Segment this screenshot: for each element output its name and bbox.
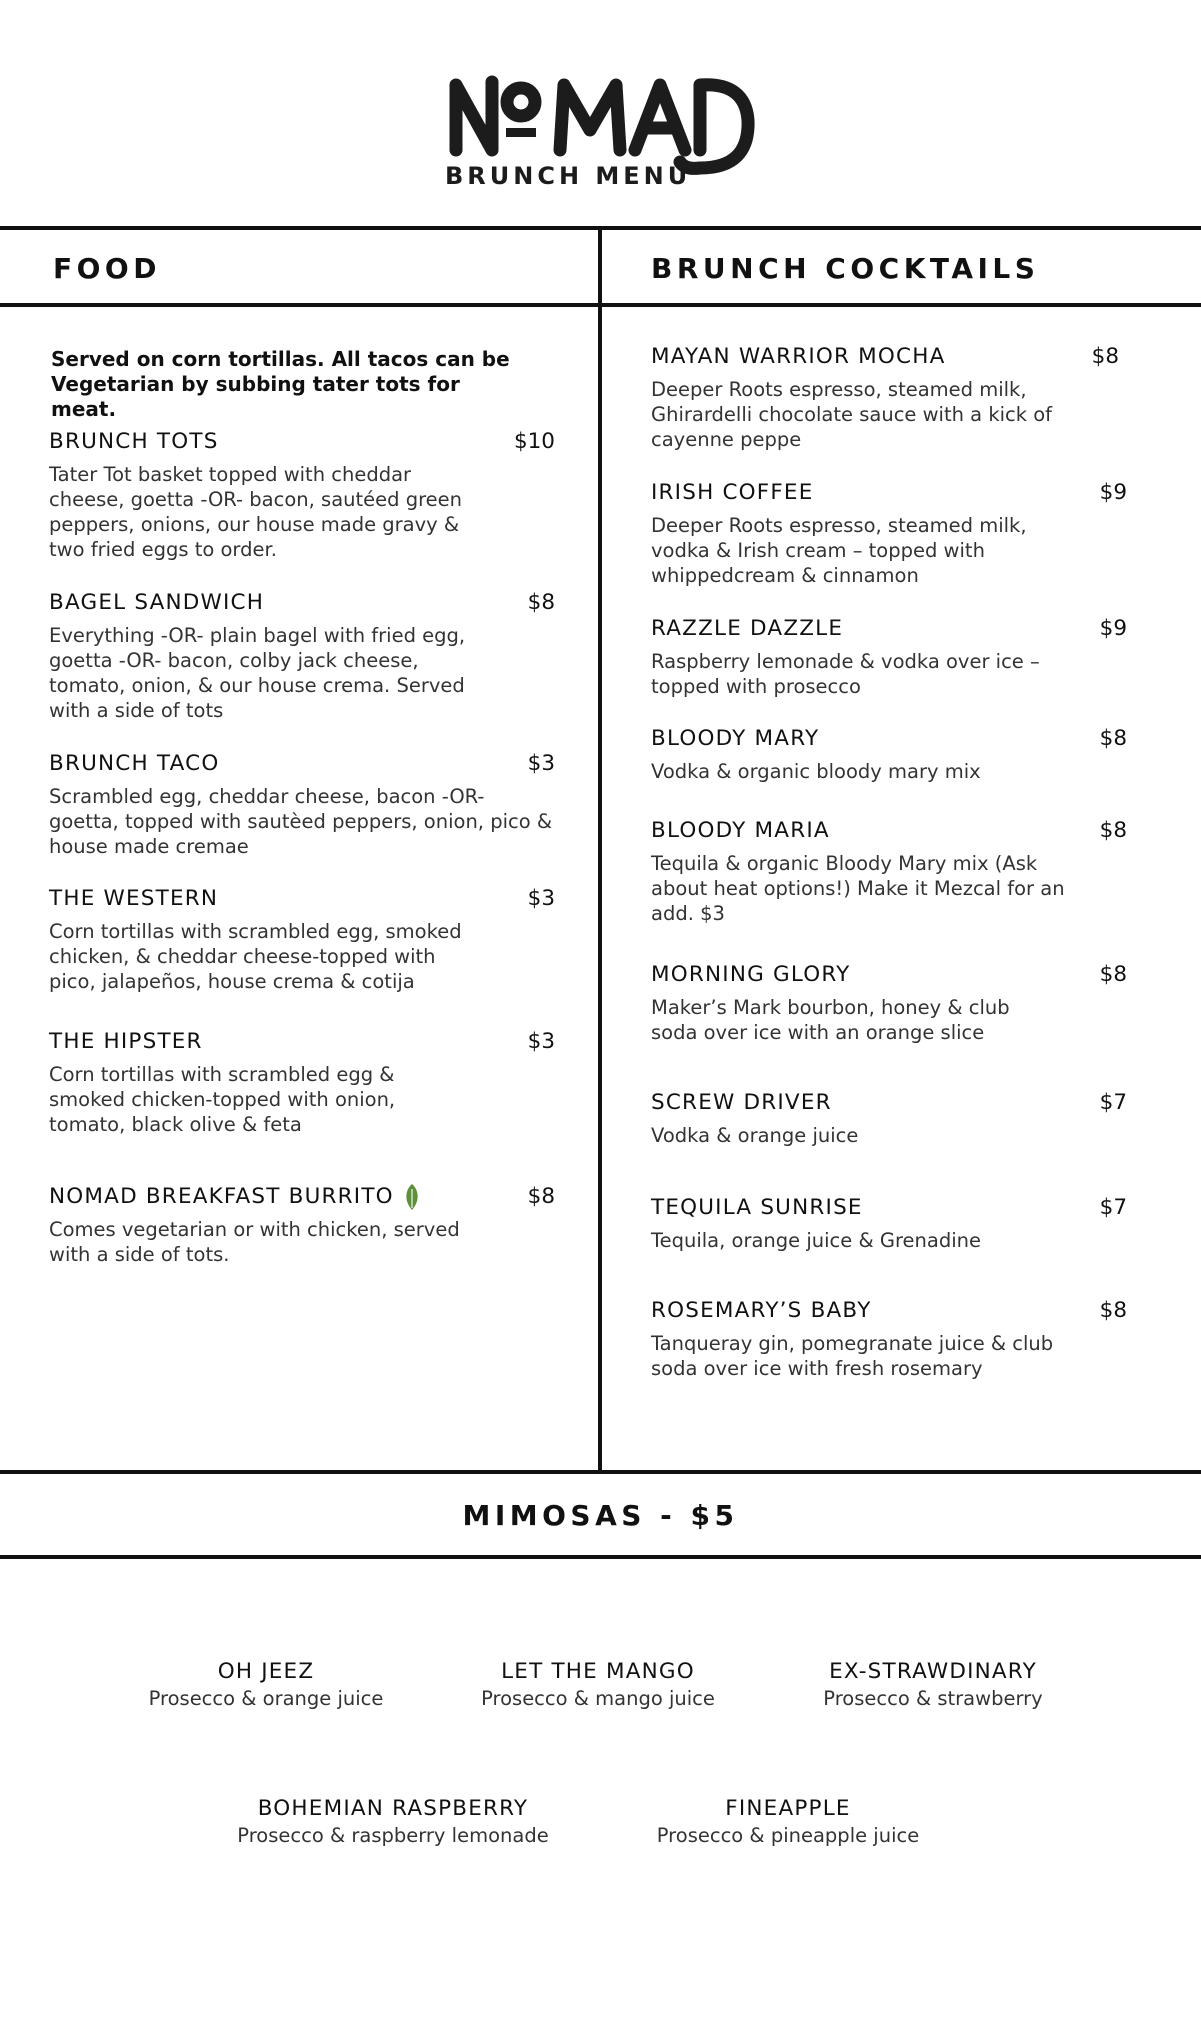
mimosa-description: Prosecco & pineapple juice bbox=[656, 1824, 920, 1847]
item-description: Corn tortillas with scrambled egg & smoked chicken-topped with onion, tomato, black olive & feta bbox=[49, 1063, 396, 1136]
item-price: $3 bbox=[527, 1029, 555, 1054]
menu-item bbox=[651, 343, 1121, 452]
item-name: BLOODY MARY bbox=[651, 726, 820, 751]
item-description: Comes vegetarian or with chicken, served with a side of tots. bbox=[49, 1218, 460, 1266]
mimosa-item bbox=[428, 1658, 768, 1712]
item-description: Tequila & organic Bloody Mary mix (Ask about heat options!) Make it Mezcal for an add. $3 bbox=[651, 852, 1065, 925]
mimosa-item bbox=[763, 1658, 1103, 1712]
item-description: Raspberry lemonade & vodka over ice – topped with prosecco bbox=[651, 650, 1040, 698]
item-name: MORNING GLORY bbox=[651, 962, 851, 987]
item-name: THE WESTERN bbox=[49, 886, 219, 911]
cocktails-section-title: BRUNCH COCKTAILS bbox=[651, 252, 1040, 285]
item-name: BRUNCH TOTS bbox=[49, 429, 219, 454]
menu-item bbox=[651, 1194, 1127, 1253]
mimosa-bottom-divider bbox=[0, 1555, 1201, 1559]
menu-item bbox=[49, 428, 555, 562]
item-price: $8 bbox=[1099, 962, 1127, 987]
item-description: Everything -OR- plain bagel with fried egg, goetta -OR- bacon, colby jack cheese, tomato, onion, & our house crema. Served with a side of tots bbox=[49, 624, 466, 722]
item-description: Tanqueray gin, pomegranate juice & club soda over ice with fresh rosemary bbox=[651, 1332, 1054, 1380]
item-description: Deeper Roots espresso, steamed milk, vodka & Irish cream – topped with whippedcream & cinnamon bbox=[651, 514, 1027, 587]
item-name: NOMAD BREAKFAST BURRITO bbox=[49, 1184, 394, 1209]
mimosa-top-divider bbox=[0, 1470, 1201, 1474]
item-description: Corn tortillas with scrambled egg, smoked chicken, & cheddar cheese-topped with pico, jalapeños, house crema & cotija bbox=[49, 920, 462, 993]
item-name: BAGEL SANDWICH bbox=[49, 590, 265, 615]
brunch-menu-subtitle: BRUNCH MENU bbox=[445, 162, 692, 190]
item-price: $8 bbox=[1099, 1298, 1127, 1323]
mimosa-name: EX-STRAWDINARY bbox=[829, 1659, 1037, 1684]
item-name: IRISH COFFEE bbox=[651, 480, 814, 505]
item-name: BLOODY MARIA bbox=[651, 818, 830, 843]
menu-item bbox=[651, 1089, 1127, 1148]
item-price: $8 bbox=[1099, 726, 1127, 751]
item-name: TEQUILA SUNRISE bbox=[651, 1195, 863, 1220]
item-name: RAZZLE DAZZLE bbox=[651, 616, 844, 641]
menu-item bbox=[651, 479, 1127, 588]
item-name: BRUNCH TACO bbox=[49, 751, 220, 776]
item-price: $3 bbox=[527, 751, 555, 776]
mimosa-name: OH JEEZ bbox=[217, 1659, 315, 1684]
item-name-wrap bbox=[49, 1183, 420, 1211]
item-description: Tequila, orange juice & Grenadine bbox=[651, 1229, 982, 1252]
item-price: $7 bbox=[1099, 1195, 1127, 1220]
menu-item bbox=[49, 750, 555, 859]
menu-item bbox=[49, 885, 555, 994]
item-price: $8 bbox=[1091, 344, 1119, 369]
mimosa-name: BOHEMIAN RASPBERRY bbox=[257, 1796, 529, 1821]
item-description: Vodka & organic bloody mary mix bbox=[651, 760, 981, 783]
mimosa-description: Prosecco & raspberry lemonade bbox=[237, 1824, 549, 1847]
menu-item bbox=[651, 1297, 1127, 1381]
food-section-title: FOOD bbox=[53, 252, 161, 285]
item-price: $8 bbox=[1099, 818, 1127, 843]
menu-item bbox=[49, 589, 555, 723]
item-name: THE HIPSTER bbox=[49, 1029, 203, 1054]
menu-item bbox=[651, 725, 1127, 784]
item-name: SCREW DRIVER bbox=[651, 1090, 832, 1115]
mimosa-item bbox=[223, 1795, 563, 1849]
item-price: $10 bbox=[513, 429, 555, 454]
item-description: Scrambled egg, cheddar cheese, bacon -OR- goetta, topped with sautèed peppers, onion, pico & house made cremae bbox=[49, 785, 553, 858]
item-name: ROSEMARY’S BABY bbox=[651, 1298, 872, 1323]
mimosa-item bbox=[96, 1658, 436, 1712]
item-price: $9 bbox=[1099, 616, 1127, 641]
mimosa-name: FINEAPPLE bbox=[725, 1796, 851, 1821]
menu-item bbox=[651, 615, 1127, 699]
mimosa-item bbox=[618, 1795, 958, 1849]
item-name: MAYAN WARRIOR MOCHA bbox=[651, 344, 946, 369]
item-price: $8 bbox=[527, 1184, 555, 1209]
mimosas-section-title: MIMOSAS - $5 bbox=[462, 1499, 739, 1532]
menu-item bbox=[651, 817, 1127, 926]
column-divider bbox=[598, 228, 602, 1474]
menu-item bbox=[49, 1183, 555, 1267]
mimosa-description: Prosecco & mango juice bbox=[481, 1687, 715, 1710]
menu-item bbox=[49, 1028, 555, 1137]
mimosa-description: Prosecco & orange juice bbox=[148, 1687, 384, 1710]
menu-item bbox=[651, 961, 1127, 1045]
mimosa-description: Prosecco & strawberry bbox=[823, 1687, 1043, 1710]
leaf-icon bbox=[404, 1183, 420, 1211]
item-description: Vodka & orange juice bbox=[651, 1124, 859, 1147]
item-price: $7 bbox=[1099, 1090, 1127, 1115]
item-description: Deeper Roots espresso, steamed milk, Ghirardelli chocolate sauce with a kick of cayenne peppe bbox=[651, 378, 1053, 451]
item-price: $3 bbox=[527, 886, 555, 911]
mimosa-name: LET THE MANGO bbox=[501, 1659, 695, 1684]
item-price: $8 bbox=[527, 590, 555, 615]
item-description: Maker’s Mark bourbon, honey & club soda over ice with an orange slice bbox=[651, 996, 1010, 1044]
item-description: Tater Tot basket topped with cheddar cheese, goetta -OR- bacon, sautéed green peppers, onions, our house made gravy & two fried eggs to order. bbox=[49, 463, 463, 561]
item-price: $9 bbox=[1099, 480, 1127, 505]
food-intro-note: Served on corn tortillas. All tacos can be Vegetarian by subbing tater tots for meat. bbox=[51, 347, 510, 421]
